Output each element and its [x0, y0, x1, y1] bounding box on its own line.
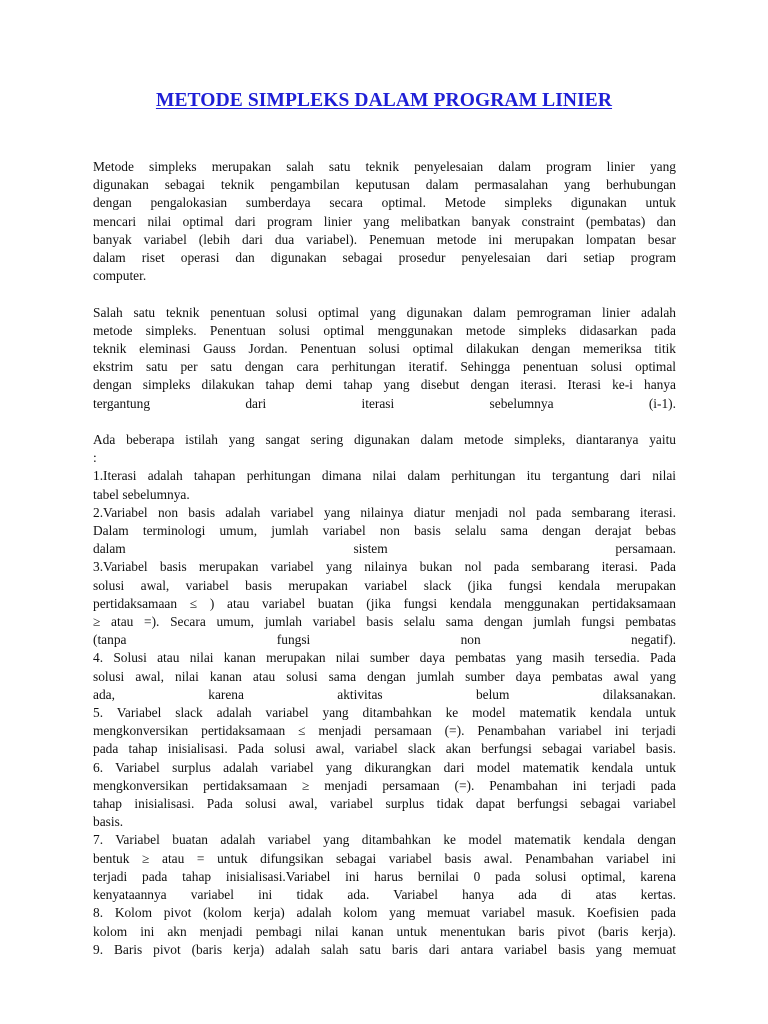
list-item-line: (tanpa fungsi non negatif).	[93, 632, 676, 648]
list-item-line: 9. Baris pivot (baris kerja) adalah salah satu baris dari antara variabel basis yang memuat	[93, 941, 676, 957]
list-item-line: solusi awal, nilai kanan atau solusi sama dengan jumlah sumber daya pembatas awal yang	[93, 668, 676, 684]
document-title: METODE SIMPLEKS DALAM PROGRAM LINIER	[155, 90, 613, 111]
list-item-line: Dalam terminologi umum, jumlah variabel non basis selalu sama dengan derajat bebas	[93, 523, 676, 539]
list-item-line: pertidaksamaan ≤ ) atau variabel buatan (jika fungsi kendala menggunakan pertidaksamaan	[93, 595, 676, 611]
text-line: teknik eleminasi Gauss Jordan. Penentuan solusi optimal dilakukan dengan memeriksa titik	[93, 341, 676, 357]
list-item-line: 3.Variabel basis merupakan variabel yang nilainya bukan nol pada sembarang iterasi. Pada	[93, 559, 676, 575]
list-item-line: pada tahap inisialisasi. Pada solusi awal, variabel slack akan berfungsi sebagai variabel basis.	[93, 741, 676, 757]
text-line: Ada beberapa istilah yang sangat sering digunakan dalam metode simpleks, diantaranya yaitu	[93, 432, 676, 448]
text-line: :	[93, 450, 97, 466]
list-item-line: 4. Solusi atau nilai kanan merupakan nilai sumber daya pembatas yang masih tersedia. Pada	[93, 650, 676, 666]
paragraph-intro	[93, 158, 676, 285]
list-item-line: ada, karena aktivitas belum dilaksanakan.	[93, 686, 676, 702]
text-line: Metode simpleks merupakan salah satu teknik penyelesaian dalam program linier yang	[93, 159, 676, 174]
text-line: Salah satu teknik penentuan solusi optimal yang digunakan dalam pemrograman linier adalah	[93, 304, 676, 320]
text-line: tergantung dari iterasi sebelumnya (i-1).	[93, 395, 676, 411]
list-item-line: mengkonversikan pertidaksamaan ≥ menjadi persamaan (=). Penambahan ini terjadi pada	[93, 777, 676, 793]
text-line: dengan simpleks dilakukan tahap demi tahap yang disebut dengan iterasi. Iterasi ke-i hanya	[93, 377, 676, 393]
list-item-line: 1.Iterasi adalah tahapan perhitungan dimana nilai dalam perhitungan itu tergantung dari nilai	[93, 468, 676, 484]
paragraph-terms-list	[93, 431, 676, 959]
list-item-line: terjadi pada tahap inisialisasi.Variabel ini harus bernilai 0 pada solusi optimal, karena	[93, 868, 676, 884]
text-line: dalam riset operasi dan digunakan sebagai prosedur penyelesaian dari setiap program	[93, 250, 676, 266]
list-item-line: 7. Variabel buatan adalah variabel yang ditambahkan ke model matematik kendala dengan	[93, 832, 676, 848]
text-line: banyak variabel (lebih dari dua variabel). Penemuan metode ini merupakan lompatan besar	[93, 231, 676, 247]
text-line: dengan pengalokasian sumberdaya secara optimal. Metode simpleks digunakan untuk	[93, 195, 676, 211]
list-item-line: kolom ini akn menjadi pembagi nilai kanan untuk menentukan baris pivot (baris kerja).	[93, 923, 676, 939]
list-item-line: dalam sistem persamaan.	[93, 541, 676, 557]
text-line: digunakan sebagai teknik pengambilan keputusan dalam permasalahan yang berhubungan	[93, 177, 676, 193]
list-item-line: bentuk ≥ atau = untuk difungsikan sebagai variabel basis awal. Penambahan variabel ini	[93, 850, 676, 866]
list-item-line: 6. Variabel surplus adalah variabel yang dikurangkan dari model matematik kendala untuk	[93, 759, 676, 775]
list-item-line: basis.	[93, 814, 124, 830]
list-item-line: kenyataannya variabel ini tidak ada. Variabel hanya ada di atas kertas.	[93, 887, 676, 903]
list-item-line: 5. Variabel slack adalah variabel yang ditambahkan ke model matematik kendala untuk	[93, 705, 676, 721]
list-item-line: ≥ atau =). Secara umum, jumlah variabel basis selalu sama dengan jumlah fungsi pembatas	[93, 614, 676, 630]
list-item-line: 8. Kolom pivot (kolom kerja) adalah kolom yang memuat variabel masuk. Koefisien pada	[93, 905, 676, 921]
list-item-line: solusi awal, variabel basis merupakan variabel slack (jika fungsi kendala merupakan	[93, 577, 676, 593]
paragraph-optimal-solution	[93, 304, 676, 413]
document-body	[93, 158, 676, 977]
list-item-line: mengkonversikan pertidaksamaan ≤ menjadi persamaan (=). Penambahan variabel ini terjadi	[93, 723, 676, 739]
text-line: mencari nilai optimal dari program linier yang melibatkan banyak constraint (pembatas) dan	[93, 213, 676, 229]
text-line: ekstrim satu per satu dengan cara perhitungan iteratif. Sehingga penentuan solusi optimal	[93, 359, 676, 375]
list-item-line: 2.Variabel non basis adalah variabel yang nilainya diatur menjadi nol pada sembarang iterasi.	[93, 504, 676, 520]
list-item-line: tabel sebelumnya.	[93, 486, 190, 502]
text-line: metode simpleks. Penentuan solusi optimal menggunakan metode simpleks didasarkan pada	[93, 322, 676, 338]
text-line: computer.	[93, 268, 147, 284]
list-item-line: tahap inisialisasi. Pada solusi awal, variabel surplus tidak dapat berfungsi sebagai variabel	[93, 796, 676, 812]
